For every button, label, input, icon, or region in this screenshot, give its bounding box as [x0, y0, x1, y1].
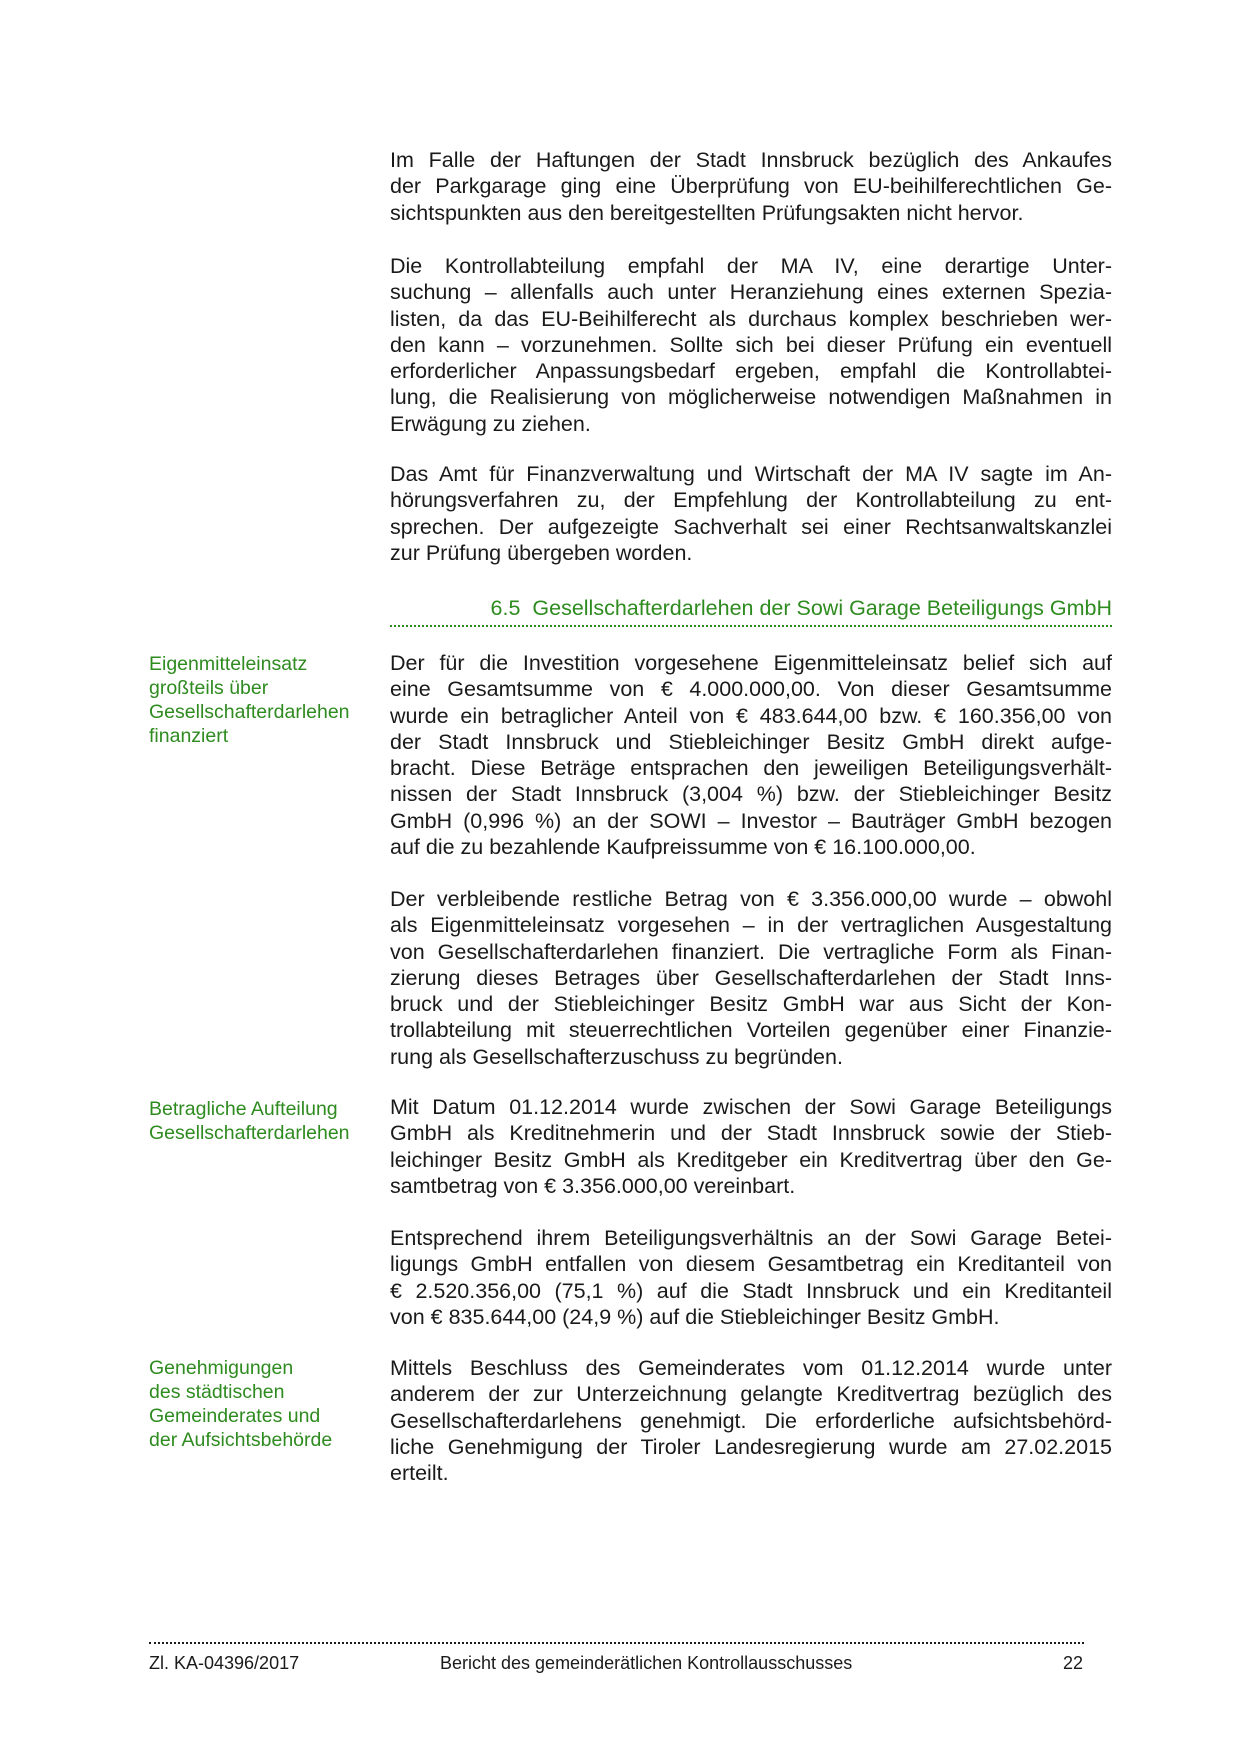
- text-line: Mit Datum 01.12.2014 wurde zwischen der Sowi Garage Beteiligungs: [390, 1095, 1112, 1119]
- text-line: samtbetrag von € 3.356.000,00 vereinbart.: [390, 1173, 796, 1198]
- text-line: lung, die Realisierung von möglicherweise notwendigen Maßnahmen in: [390, 385, 1112, 410]
- text-line: sprechen. Der aufgezeigte Sachverhalt sei einer Rechtsanwaltskanzlei: [390, 514, 1112, 539]
- margin-note-line: Eigenmitteleinsatz: [149, 653, 308, 675]
- text-line: GmbH als Kreditnehmerin und der Stadt Innsbruck sowie der Stieb-: [390, 1121, 1112, 1146]
- paragraph-eigenmitteleinsatz: [390, 650, 1112, 860]
- text-line: suchung – allenfalls auch unter Heranziehung eines externen Spezia-: [390, 280, 1112, 305]
- text-line: rung als Gesellschafterzuschuss zu begründen.: [390, 1044, 843, 1069]
- text-line: als Eigenmitteleinsatz vorgesehen – in der vertraglichen Ausgestaltung: [390, 913, 1112, 938]
- text-line: ligungs GmbH entfallen von diesem Gesamtbetrag ein Kreditanteil von: [390, 1252, 1112, 1277]
- text-line: Die Kontrollabteilung empfahl der MA IV, eine derartige Unter-: [390, 254, 1112, 278]
- text-line: zur Prüfung übergeben worden.: [390, 540, 693, 565]
- section-heading: [390, 595, 1112, 621]
- margin-note-line: großteils über: [149, 677, 269, 699]
- paragraph-restbetrag: [390, 886, 1112, 1070]
- text-line: trollabteilung mit steuerrechtlichen Vorteilen gegenüber einer Finanzie-: [390, 1018, 1112, 1043]
- margin-note-line: Genehmigungen: [149, 1357, 294, 1379]
- text-line: bruck und der Stiebleichinger Besitz GmbH war aus Sicht der Kon-: [390, 992, 1112, 1017]
- text-line: Erwägung zu ziehen.: [390, 411, 591, 436]
- text-line: anderem der zur Unterzeichnung gelangte Kreditvertrag bezüglich des: [390, 1382, 1112, 1407]
- section-title: Gesellschafterdarlehen der Sowi Garage Beteiligungs GmbH: [532, 596, 1112, 620]
- text-line: den kann – vorzunehmen. Sollte sich bei dieser Prüfung ein eventuell: [390, 332, 1112, 357]
- footer-report-title: Bericht des gemeinderätlichen Kontrollausschusses: [440, 1653, 853, 1673]
- text-line: zierung dieses Betrages über Gesellschafterdarlehen der Stadt Inns-: [390, 965, 1112, 990]
- margin-note-line: Betragliche Aufteilung: [149, 1098, 338, 1120]
- text-line: Entsprechend ihrem Beteiligungsverhältnis an der Sowi Garage Betei-: [390, 1226, 1112, 1250]
- text-line: nissen der Stadt Innsbruck (3,004 %) bzw. der Stiebleichinger Besitz: [390, 782, 1112, 807]
- text-line: von Gesellschafterdarlehen finanziert. Die vertragliche Form als Finan-: [390, 939, 1112, 964]
- text-line: listen, da das EU-Beihilferecht als durchaus komplex beschrieben wer-: [390, 306, 1112, 331]
- footer-divider: [149, 1642, 1084, 1644]
- text-line: € 2.520.356,00 (75,1 %) auf die Stadt Innsbruck und ein Kreditanteil: [390, 1278, 1112, 1303]
- margin-note-line: Gesellschafterdarlehen: [149, 701, 350, 723]
- paragraph-haftungen: [390, 147, 1112, 226]
- paragraph-empfehlung: [390, 253, 1112, 437]
- text-line: auf die zu bezahlende Kaufpreissumme von € 16.100.000,00.: [390, 835, 976, 860]
- margin-note-line: der Aufsichtsbehörde: [149, 1429, 333, 1451]
- paragraph-beschluss: [390, 1355, 1112, 1486]
- footer-reference: Zl. KA-04396/2017: [149, 1653, 300, 1673]
- margin-note-line: Gemeinderates und: [149, 1405, 321, 1427]
- page-number: 22: [1063, 1653, 1084, 1673]
- text-line: liche Genehmigung der Tiroler Landesregierung wurde am 27.02.2015: [390, 1434, 1112, 1459]
- text-line: wurde ein betraglicher Anteil von € 483.644,00 bzw. € 160.356,00 von: [390, 703, 1112, 728]
- text-line: leichinger Besitz GmbH als Kreditgeber ein Kreditvertrag über den Ge-: [390, 1147, 1112, 1172]
- section-number: 6.5: [490, 596, 521, 620]
- text-line: Mittels Beschluss des Gemeinderates vom 01.12.2014 wurde unter: [390, 1356, 1112, 1380]
- margin-note-eigenmittel: [149, 652, 379, 748]
- paragraph-kreditanteile: [390, 1225, 1112, 1330]
- margin-note-aufteilung: [149, 1097, 379, 1145]
- text-line: Im Falle der Haftungen der Stadt Innsbruck bezüglich des Ankaufes: [390, 148, 1112, 172]
- text-line: erforderlicher Anpassungsbedarf ergeben, empfahl die Kontrollabtei-: [390, 359, 1112, 384]
- text-line: hörungsverfahren zu, der Empfehlung der Kontrollabteilung zu ent-: [390, 488, 1112, 513]
- text-line: Gesellschafterdarlehens genehmigt. Die erforderliche aufsichtsbehörd-: [390, 1408, 1112, 1433]
- text-line: der Stadt Innsbruck und Stiebleichinger Besitz GmbH direkt aufge-: [390, 729, 1112, 754]
- margin-note-line: des städtischen: [149, 1381, 285, 1403]
- paragraph-kreditvertrag: [390, 1094, 1112, 1199]
- margin-note-genehmigungen: [149, 1356, 379, 1452]
- text-line: erteilt.: [390, 1461, 449, 1486]
- text-line: von € 835.644,00 (24,9 %) auf die Stiebleichinger Besitz GmbH.: [390, 1304, 1000, 1329]
- section-divider: [390, 625, 1112, 627]
- text-line: Der für die Investition vorgesehene Eigenmitteleinsatz belief sich auf: [390, 651, 1112, 675]
- text-line: Der verbleibende restliche Betrag von € 3.356.000,00 wurde – obwohl: [390, 887, 1112, 911]
- margin-note-line: finanziert: [149, 725, 229, 747]
- text-line: sichtspunkten aus den bereitgestellten Prüfungsakten nicht hervor.: [390, 200, 1024, 225]
- text-line: GmbH (0,996 %) an der SOWI – Investor – Bauträger GmbH bezogen: [390, 808, 1112, 833]
- margin-note-line: Gesellschafterdarlehen: [149, 1122, 350, 1144]
- text-line: bracht. Diese Beträge entsprachen den jeweiligen Beteiligungsverhält-: [390, 756, 1112, 781]
- paragraph-anhoerung: [390, 461, 1112, 566]
- text-line: Das Amt für Finanzverwaltung und Wirtschaft der MA IV sagte im An-: [390, 462, 1112, 486]
- text-line: der Parkgarage ging eine Überprüfung von EU-beihilferechtlichen Ge-: [390, 174, 1112, 199]
- text-line: eine Gesamtsumme von € 4.000.000,00. Von dieser Gesamtsumme: [390, 677, 1112, 702]
